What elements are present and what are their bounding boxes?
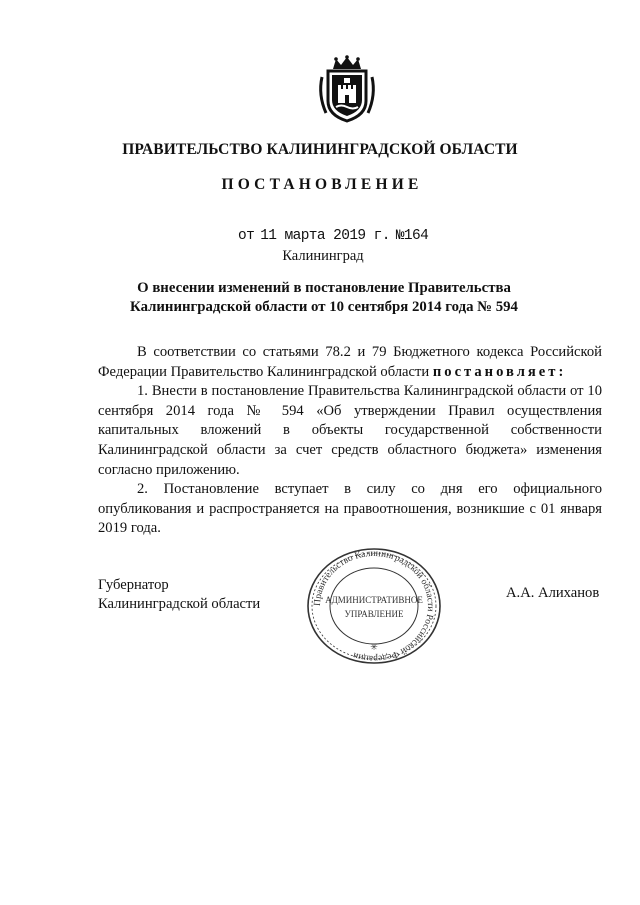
intro-line-1: В соответствии со статьями 78.2 и 79 Бюджетного кодекса Российской xyxy=(137,344,602,360)
item-2-paragraph: 2. Постановление вступает в силу со дня его официального опубликования и распространяется на правоотношения, возникшие с 01 января 2019 года. xyxy=(98,481,602,537)
city-name: Калининград xyxy=(282,248,364,264)
date-line xyxy=(238,228,434,244)
document-number: №164 xyxy=(395,228,429,244)
item-1-paragraph: 1. Внести в постановление Правительства Калининградской области от 10 сентября 2014 года № 594 «Об утверждении Правил осуществления капитальных вложений в объекты государственной собственности Калининградской области за счет средств областного бюджета» изменения согласно приложению. xyxy=(98,383,602,478)
signatory-title xyxy=(98,576,260,614)
signatory-title-line-2: Калининградской области xyxy=(98,596,261,612)
subject-line-1: О внесении изменений в постановление Правительства xyxy=(137,280,511,296)
subject-line-2: Калининградской области от 10 сентября 2014 года № 594 xyxy=(130,299,518,315)
stamp-ring-text: Правительство Калининградской области Российской Федерации xyxy=(312,548,436,664)
intro-text: Федерации Правительство Калининградской области xyxy=(98,363,430,380)
document-date: 11 марта 2019 г. xyxy=(260,228,390,244)
stamp-center-line-1: АДМИНИСТРАТИВНОЕ xyxy=(325,595,423,605)
intro-line-2 xyxy=(98,363,602,383)
document-type-title: ПОСТАНОВЛЕНИЕ xyxy=(221,176,423,193)
date-prefix: от xyxy=(238,228,255,244)
coat-of-arms-emblem xyxy=(316,55,378,123)
official-seal-stamp xyxy=(304,546,444,666)
stamp-star-icon: ✳ xyxy=(370,642,378,652)
signatory-title-line-1: Губернатор xyxy=(98,577,169,593)
stamp-center-line-2: УПРАВЛЕНИЕ xyxy=(344,609,404,619)
organization-title: ПРАВИТЕЛЬСТВО КАЛИНИНГРАДСКОЙ ОБЛАСТИ xyxy=(122,141,518,158)
signatory-name: А.А. Алиханов xyxy=(506,585,600,601)
document-body xyxy=(98,343,602,539)
decree-word: постановляет: xyxy=(432,363,567,380)
document-subject xyxy=(0,279,640,317)
